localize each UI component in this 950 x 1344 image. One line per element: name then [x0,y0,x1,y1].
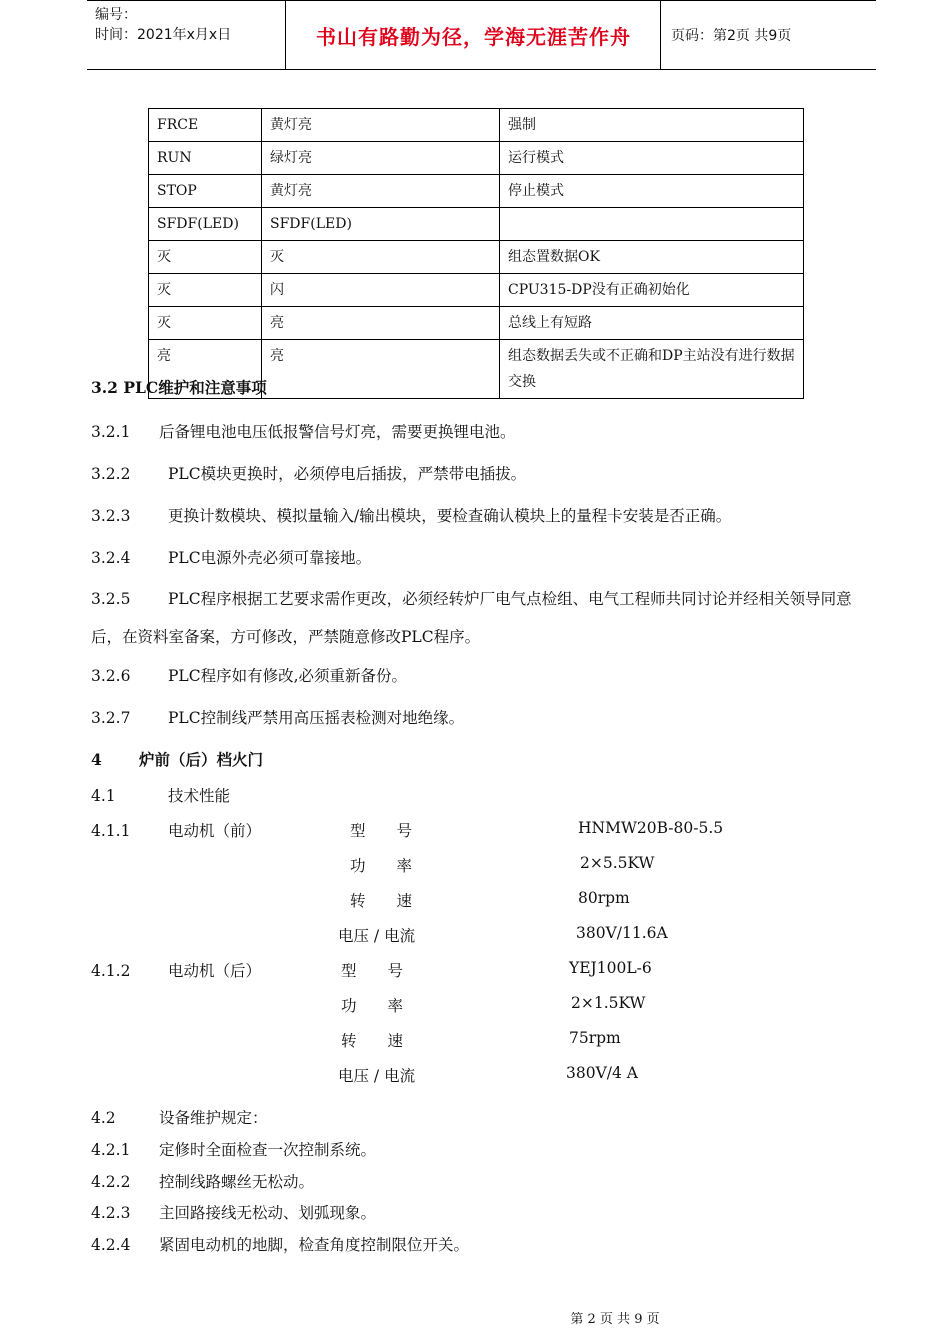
spec-label: 转 速 [350,892,413,910]
table-cell: 黄灯亮 [262,109,500,142]
list-item [91,1170,314,1192]
table-cell: 总线上有短路 [500,307,804,340]
item-number: 4.1.1 [91,822,131,840]
table-cell: 灭 [149,241,262,274]
table-cell: RUN [149,142,262,175]
table-cell [500,208,804,241]
list-item [91,1201,376,1223]
item-number: 3.2.7 [91,709,131,727]
table-cell: FRCE [149,109,262,142]
led-status-table [148,108,804,399]
date-label: 时间：2021年x月x日 [95,27,232,43]
list-item [91,1106,268,1128]
item-number: 4.1.2 [91,962,131,980]
item-text: 电动机（前） [168,822,262,840]
spec-label: 电压 / 电流 [338,1067,416,1085]
item-text: 技术性能 [168,787,231,805]
section-title: 炉前（后）档火门 [139,750,264,769]
table-row [149,109,804,142]
table-row [149,175,804,208]
table-row [149,142,804,175]
spec-value: 2×1.5KW [571,994,646,1012]
item-number: 3.2.3 [91,507,131,525]
table-cell: 亮 [149,340,262,399]
list-item [91,959,261,981]
list-item [91,706,464,728]
item-text: 电动机（后） [168,962,262,980]
spec-value: YEJ100L-6 [569,959,652,977]
table-cell: 亮 [262,340,500,399]
spec-label: 转 速 [341,1032,404,1050]
item-text: PLC电源外壳必须可靠接地。 [168,549,372,567]
header-divider [285,1,286,69]
section-heading: 3.2 PLC维护和注意事项 [91,378,267,397]
spec-value: HNMW20B-80-5.5 [578,819,724,837]
item-number: 4.1 [91,787,116,805]
item-number: 3.2.6 [91,667,131,685]
list-item [91,420,516,442]
table-cell: 灭 [149,274,262,307]
spec-value: 80rpm [578,889,630,907]
spec-value: 75rpm [569,1029,621,1047]
list-item [91,1233,469,1255]
item-text: PLC控制线严禁用高压摇表检测对地绝缘。 [168,709,465,727]
list-item [91,819,261,841]
table-row [149,208,804,241]
table-cell: 绿灯亮 [262,142,500,175]
list-item [91,784,230,806]
item-text: 后备锂电池电压低报警信号灯亮，需要更换锂电池。 [159,423,516,441]
table-cell: 运行模式 [500,142,804,175]
item-text: 更换计数模块、模拟量输入/输出模块，要检查确认模块上的量程卡安装是否正确。 [168,507,732,525]
table-cell: SFDF(LED) [149,208,262,241]
table-cell: 组态置数据OK [500,241,804,274]
item-text: 控制线路螺丝无松动。 [159,1173,315,1191]
item-text: 设备维护规定： [159,1109,268,1127]
table-cell: 停止模式 [500,175,804,208]
item-number: 3.2.5 [91,590,131,608]
spec-value: 2×5.5KW [580,854,655,872]
item-number: 4.2 [91,1109,116,1127]
list-item [91,504,731,526]
table-cell: STOP [149,175,262,208]
header-motto: 书山有路勤为径，学海无涯苦作舟 [316,25,631,49]
table-cell: 强制 [500,109,804,142]
table-cell: 灭 [149,307,262,340]
page-header [87,0,876,70]
table-cell: 闪 [262,274,500,307]
section-heading [91,748,263,770]
header-page-label: 页码：第2页 共9页 [671,28,792,44]
item-number: 3.2.2 [91,465,131,483]
spec-label: 型 号 [341,962,404,980]
item-number: 4.2.3 [91,1204,131,1222]
header-meta [95,5,231,45]
item-text: 定修时全面检查一次控制系统。 [159,1141,377,1159]
code-label: 编号： [95,7,137,23]
spec-label: 功 率 [341,997,404,1015]
list-item [91,546,371,568]
item-text: PLC模块更换时，必须停电后插拔，严禁带电插拔。 [168,465,527,483]
item-number: 3.2.4 [91,549,131,567]
section-number: 4 [91,750,102,769]
table-cell: 组态数据丢失或不正确和DP主站没有进行数据交换 [500,340,804,399]
table-cell: 黄灯亮 [262,175,500,208]
table-cell: CPU315-DP没有正确初始化 [500,274,804,307]
header-divider [660,1,661,69]
spec-label: 电压 / 电流 [338,927,416,945]
item-number: 4.2.4 [91,1236,131,1254]
page-footer: 第 2 页 共 9 页 [570,1312,660,1327]
list-item [91,664,407,686]
list-item [91,580,881,656]
table-row [149,307,804,340]
item-text: 紧固电动机的地脚，检查角度控制限位开关。 [159,1236,470,1254]
table-cell: 亮 [262,307,500,340]
table-row [149,274,804,307]
item-number: 3.2.1 [91,423,131,441]
item-text: PLC程序根据工艺要求需作更改，必须经转炉厂电气点检组、电气工程师共同讨论并经相关领导同意后，在资料室备案，方可修改，严禁随意修改PLC程序。 [91,590,852,646]
spec-label: 型 号 [350,822,413,840]
item-text: 主回路接线无松动、划弧现象。 [159,1204,377,1222]
item-number: 4.2.2 [91,1173,131,1191]
list-item [91,462,526,484]
spec-value: 380V/4 A [566,1064,638,1082]
spec-label: 功 率 [350,857,413,875]
table-cell: 灭 [262,241,500,274]
item-number: 4.2.1 [91,1141,131,1159]
item-text: PLC程序如有修改,必须重新备份。 [168,667,408,685]
list-item [91,1138,376,1160]
spec-value: 380V/11.6A [576,924,668,942]
table-cell: SFDF(LED) [262,208,500,241]
table-row [149,241,804,274]
